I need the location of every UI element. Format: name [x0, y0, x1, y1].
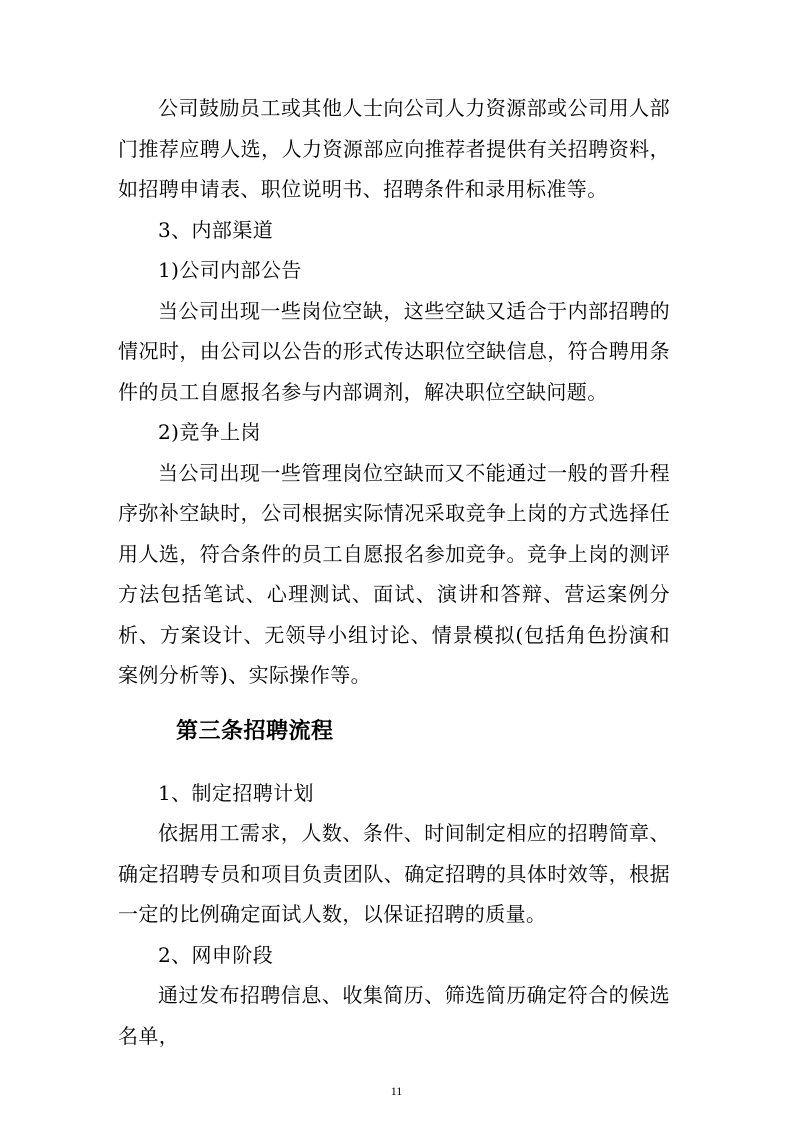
- page-number: 11: [390, 1084, 403, 1098]
- document-body: [118, 88, 670, 1056]
- item-online-application: 2、网申阶段: [158, 942, 274, 967]
- item-recruitment-plan: 1、制定招聘计划: [158, 780, 314, 805]
- paragraph-referral: 公司鼓励员工或其他人士向公司人力资源部或公司用人部门推荐应聘人选，人力资源部应向推荐者提供有关招聘资料，如招聘申请表、职位说明书、招聘条件和录用标准等。: [118, 96, 670, 201]
- paragraph-online-application: 通过发布招聘信息、收集简历、筛选简历确定符合的候选名单，: [118, 983, 670, 1048]
- paragraph-internal-notice: 当公司出现一些岗位空缺，这些空缺又适合于内部招聘的情况时，由公司以公告的形式传达职位空缺信息，符合聘用条件的员工自愿报名参与内部调剂，解决职位空缺问题。: [118, 298, 670, 404]
- paragraph-recruitment-plan: 依据用工需求，人数、条件、时间制定相应的招聘简章、确定招聘专员和项目负责团队、确定招聘的具体时效等，根据一定的比例确定面试人数，以保证招聘的质量。: [118, 821, 670, 926]
- item-internal-channel: 3、内部渠道: [158, 217, 274, 242]
- section-heading: 第三条招聘流程: [176, 717, 334, 744]
- paragraph-competition: 当公司出现一些管理岗位空缺而又不能通过一般的晋升程序弥补空缺时，公司根据实际情况采取竞争上岗的方式选择任用人选，符合条件的员工自愿报名参加竞争。竞争上岗的测评方法包括笔试、心理测试、面试、演讲和答辩、营运案例分析、方案设计、无领导小组讨论、情景模拟(包括角色扮演和案例分析等)、实际操作等。: [118, 460, 670, 687]
- subitem-competition: 2)竞争上岗: [158, 420, 261, 444]
- subitem-internal-notice: 1)公司内部公告: [158, 258, 302, 282]
